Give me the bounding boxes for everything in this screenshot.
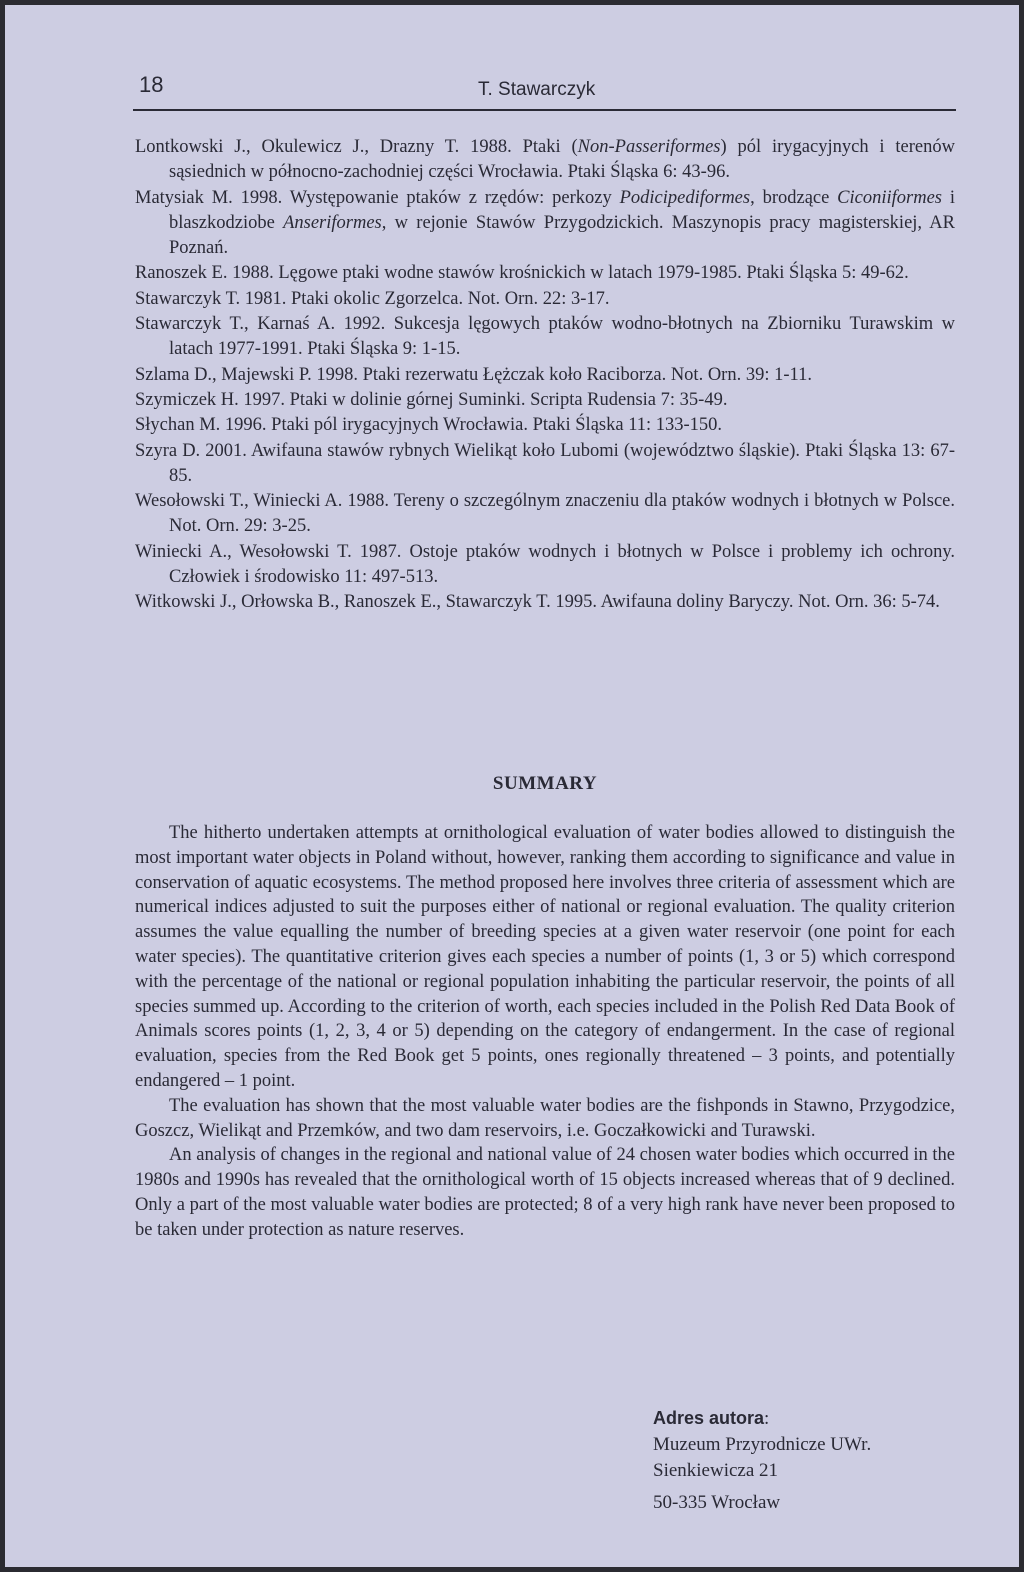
summary-section bbox=[135, 773, 955, 1243]
summary-paragraph: The evaluation has shown that the most valuable water bodies are the fishponds in Stawno, Przygodzice, Goszcz, Wielikąt and Przemków, and two dam reservoirs, i.e. Goczałkowicki and Turawski. bbox=[135, 1095, 955, 1141]
address-line: Sienkiewicza 21 bbox=[653, 1460, 779, 1481]
reference-item: Ranoszek E. 1988. Lęgowe ptaki wodne stawów krośnickich w latach 1979-1985. Ptaki Śląska 5: 49-62. bbox=[135, 263, 909, 284]
reference-item: Szlama D., Majewski P. 1998. Ptaki rezerwatu Łężczak koło Raciborza. Not. Orn. 39: 1-11. bbox=[135, 364, 812, 385]
reference-item: Stawarczyk T., Karnaś A. 1992. Sukcesja lęgowych ptaków wodno-błotnych na Zbiorniku Turawskim w latach 1977-1991. Ptaki Śląska 9: 1-15. bbox=[135, 314, 955, 360]
page-header bbox=[133, 69, 956, 111]
reference-item: Szymiczek H. 1997. Ptaki w dolinie górnej Suminki. Scripta Rudensia 7: 35-49. bbox=[135, 389, 728, 410]
reference-item: Szyra D. 2001. Awifauna stawów rybnych Wielikąt koło Lubomi (województwo śląskie). Ptaki Śląska 13: 67-85. bbox=[135, 440, 955, 486]
reference-item: Stawarczyk T. 1981. Ptaki okolic Zgorzelca. Not. Orn. 22: 3-17. bbox=[135, 288, 610, 309]
reference-item: Słychan M. 1996. Ptaki pól irygacyjnych Wrocławia. Ptaki Śląska 11: 133-150. bbox=[135, 415, 723, 436]
address-heading: Adres autora: bbox=[653, 1408, 770, 1429]
document-page bbox=[5, 5, 1019, 1567]
author-address bbox=[653, 1405, 871, 1516]
address-line: 50-335 Wrocław bbox=[653, 1492, 781, 1513]
address-label: Adres autora bbox=[653, 1408, 765, 1428]
summary-heading: SUMMARY bbox=[492, 773, 598, 794]
summary-paragraph: The hitherto undertaken attempts at ornithological evaluation of water bodies allowed to distinguish the most important water objects in Poland without, however, ranking them according to significance and value in conservation of aquatic ecosystems. The method proposed here involves three criteria of assessment which are numerical indices adjusted to suit the purposes either of national or regional evaluation. The quality criterion assumes the value equalling the number of breeding species at a given water reservoir (one point for each water species). The quantitative criterion gives each species a number of points (1, 3 or 5) which correspond with the percentage of the national or regional population inhabiting the particular reservoir, the points of all species summed up. According to the criterion of worth, each species included in the Polish Red Data Book of Animals scores points (1, 2, 3, 4 or 5) depending on the category of endangerment. In the case of regional evaluation, species from the Red Book get 5 points, ones regionally threatened – 3 points, and potentially endangered – 1 point. bbox=[135, 823, 955, 1091]
page-number: 18 bbox=[139, 72, 164, 97]
running-head: T. Stawarczyk bbox=[478, 79, 596, 100]
reference-item: Winiecki A., Wesołowski T. 1987. Ostoje ptaków wodnych i błotnych w Polsce i problemy ich ochrony. Człowiek i środowisko 11: 497-513. bbox=[135, 541, 955, 588]
reference-item: Wesołowski T., Winiecki A. 1988. Tereny o szczególnym znaczeniu dla ptaków wodnych i błotnych w Polsce. Not. Orn. 29: 3-25. bbox=[135, 491, 955, 537]
reference-item: Matysiak M. 1998. Występowanie ptaków z rzędów: perkozy Podicipediformes, brodzące Ciconiiformes i blaszkodziobe Anseriformes, w rejonie Stawów Przygodzickich. Maszynopis pracy magisterskiej, AR Poznań. bbox=[135, 187, 955, 259]
reference-item: Witkowski J., Orłowska B., Ranoszek E., Stawarczyk T. 1995. Awifauna doliny Baryczy. Not. Orn. 36: 5-74. bbox=[135, 592, 940, 613]
reference-item: Lontkowski J., Okulewicz J., Drazny T. 1988. Ptaki (Non-Passeriformes) pól irygacyjnych i terenów sąsiednich w północno-zachodniej części Wrocławia. Ptaki Śląska 6: 43-96. bbox=[135, 137, 955, 183]
summary-paragraph: An analysis of changes in the regional and national value of 24 chosen water bodies which occurred in the 1980s and 1990s has revealed that the ornithological worth of 15 objects increased whereas that of 9 declined. Only a part of the most valuable water bodies are protected; 8 of a very high rank have never been proposed to be taken under protection as nature reserves. bbox=[135, 1145, 955, 1240]
reference-list bbox=[135, 135, 955, 616]
address-line: Muzeum Przyrodnicze UWr. bbox=[653, 1434, 872, 1455]
